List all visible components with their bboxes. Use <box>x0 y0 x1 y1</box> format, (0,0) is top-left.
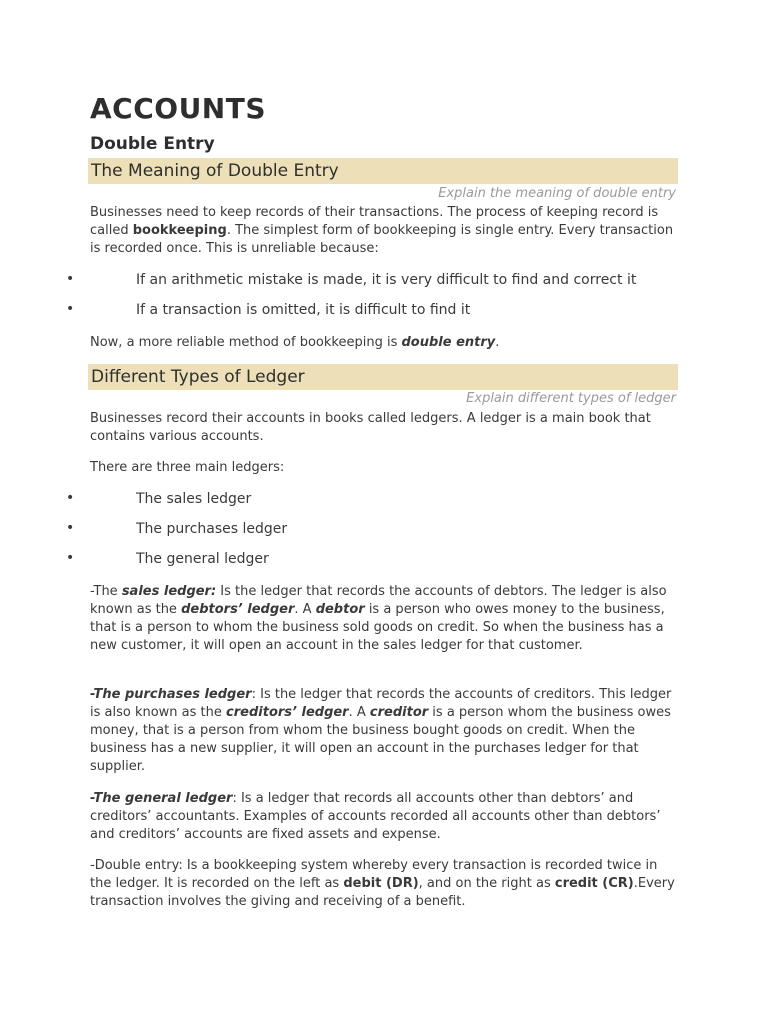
text-run: -The <box>90 584 122 599</box>
list-item-text: The general ledger <box>136 551 269 567</box>
text-run: : Is a ledger that records all accounts other than debtors’ and creditors’ accountants. Examples of accounts recorded all accounts other than debtors’ and creditors’ accounts are fixed assets and expense. <box>90 791 661 842</box>
list-item-text: If a transaction is omitted, it is difficult to find it <box>136 302 471 318</box>
text-run: . A <box>294 602 316 617</box>
text-run: , and on the right as <box>418 876 555 891</box>
list-item-text: If an arithmetic mistake is made, it is very difficult to find and correct it <box>136 272 637 288</box>
text-run: is a person who owes money to the business, that is a person to whom the business sold goods on credit. So when the business has a new customer, it will open an account in the sales ledger for that customer. <box>90 602 665 653</box>
text-run: . The simplest form of bookkeeping is single entry. Every transaction is recorded once. This is unreliable because: <box>90 223 674 256</box>
text-run: Now, a more reliable method of bookkeeping is <box>90 335 402 350</box>
bullet-icon: • <box>66 520 75 536</box>
text-run: .Every transaction involves the giving and receiving of a benefit. <box>90 876 675 909</box>
text-run: is a person whom the business owes money, that is a person from whom the business bought goods on credit. When the business has a new supplier, it will open an account in the purchases ledger for that supplier. <box>90 705 671 774</box>
bullet-icon: • <box>66 271 75 287</box>
term-double-entry: double entry <box>401 335 496 350</box>
section-objective-meaning: Explain the meaning of double entry <box>438 186 676 201</box>
text-run: . <box>495 335 500 350</box>
text-run: : Is the ledger that records the accounts of creditors. This ledger is also known as the <box>90 687 672 720</box>
paragraph-double-entry-definition <box>90 857 678 911</box>
term-creditors-ledger: creditors’ ledger <box>226 705 349 720</box>
term-debtors-ledger: debtors’ ledger <box>181 602 295 617</box>
term-debit: debit (DR) <box>343 876 419 891</box>
section-objective-ledger-types: Explain different types of ledger <box>466 391 676 406</box>
paragraph-double-entry-intro <box>90 334 678 352</box>
text-run: Is the ledger that records the accounts of debtors. The ledger is also known as the <box>90 584 667 617</box>
term-sales-ledger: sales ledger: <box>121 584 217 599</box>
term-bookkeeping: bookkeeping <box>132 223 227 238</box>
paragraph-sales-ledger <box>90 583 678 655</box>
paragraph-general-ledger <box>90 790 678 844</box>
term-credit: credit (CR) <box>554 876 634 891</box>
term-creditor: creditor <box>369 705 429 720</box>
term-debtor: debtor <box>315 602 365 617</box>
text-run: . A <box>348 705 370 720</box>
bullet-icon: • <box>66 301 75 317</box>
bullet-icon: • <box>66 490 75 506</box>
list-item-text: The sales ledger <box>136 491 252 507</box>
bullet-icon: • <box>66 550 75 566</box>
text-run: Businesses need to keep records of their transactions. The process of keeping record is called <box>90 205 659 238</box>
text-run: -Double entry: Is a bookkeeping system whereby every transaction is recorded twice in the ledger. It is recorded on the left as <box>90 858 658 891</box>
paragraph-ledger-intro: Businesses record their accounts in books called ledgers. A ledger is a main book that contains various accounts. <box>90 411 651 444</box>
section-heading-meaning: The Meaning of Double Entry <box>88 158 678 184</box>
term-purchases-ledger: -The purchases ledger <box>90 687 252 702</box>
paragraph-bookkeeping-intro <box>90 204 678 258</box>
term-general-ledger: -The general ledger <box>90 791 233 806</box>
paragraph-purchases-ledger <box>90 686 678 776</box>
list-item-text: The purchases ledger <box>136 521 288 537</box>
document-title: ACCOUNTS <box>90 92 267 125</box>
paragraph-ledger-lead: There are three main ledgers: <box>90 460 285 475</box>
section-heading-ledger-types: Different Types of Ledger <box>88 364 678 390</box>
document-subtitle: Double Entry <box>90 134 215 154</box>
